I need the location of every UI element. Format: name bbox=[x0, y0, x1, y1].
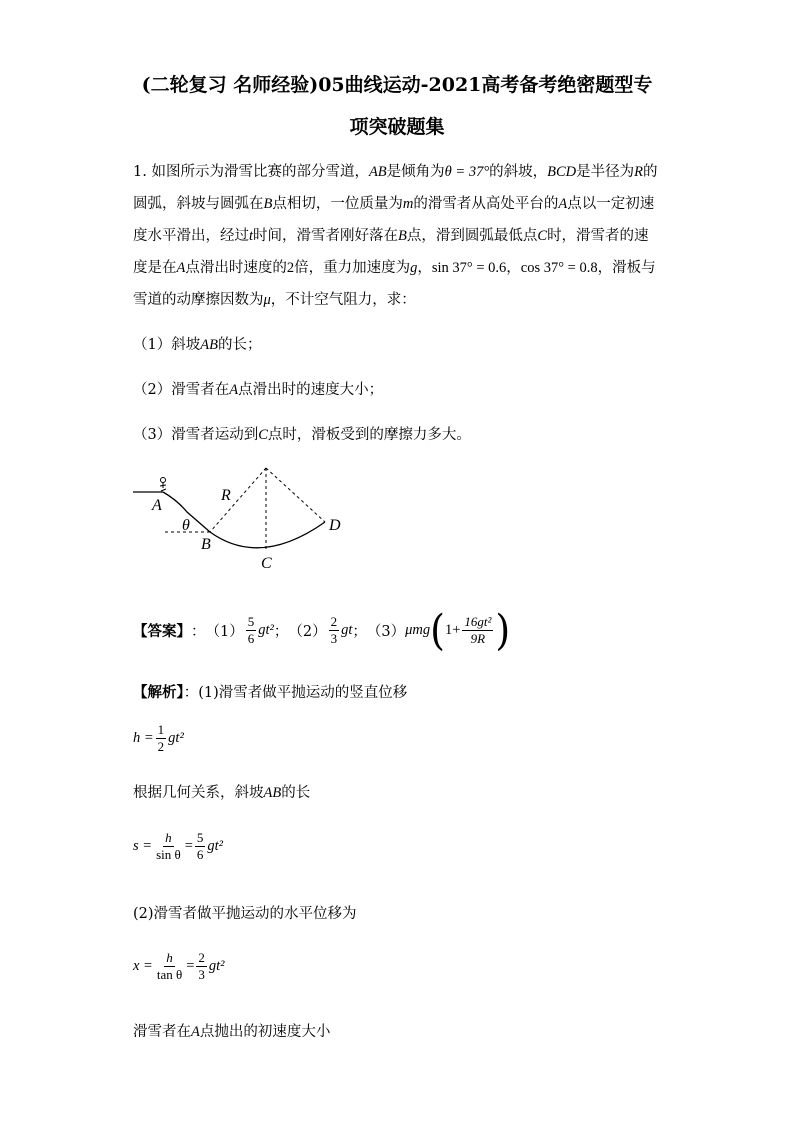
equation-x: x = $\frac{h}{\text{tan θ}}$ = $\frac{2}{3}$ gt² bbox=[133, 950, 225, 982]
label-theta: θ bbox=[182, 517, 190, 534]
radius-to-B bbox=[210, 468, 266, 532]
skier-body bbox=[160, 482, 166, 491]
answer-row: 【答案】 ： （1） $\frac{5}{6}$ gt² ； （2） $\frac{2}{3}$ gt ； （3） μmg ( 1+ $\frac{\text{16gt²}}{9R}$ ) bbox=[133, 605, 511, 655]
analysis-intro: 【解析】：(1)滑雪者做平抛运动的竖直位移 bbox=[133, 684, 408, 701]
skier-head bbox=[161, 478, 166, 483]
answer-1-fraction: $\frac{5}{6}$ bbox=[247, 613, 255, 646]
arc-bcd bbox=[210, 522, 325, 548]
answer-2-fraction: $\frac{2}{3}$ bbox=[330, 613, 338, 646]
equation-h: h = $\frac{1}{2}$ gt² bbox=[133, 722, 184, 754]
question-3: （3）滑雪者运动到C点时，滑板受到的摩擦力多大。 bbox=[133, 427, 471, 443]
page-title-line-2: 项突破题集 bbox=[349, 116, 445, 138]
analysis-step-3: (2)滑雪者做平抛运动的水平位移为 bbox=[133, 906, 357, 922]
label-C: C bbox=[261, 555, 272, 572]
page-title-line-1: (二轮复习 名师经验)05曲线运动-2021高考备考绝密题型专 bbox=[141, 74, 653, 96]
analysis-step-2: 根据几何关系，斜坡AB的长 bbox=[133, 785, 311, 801]
problem-number: 1. bbox=[133, 164, 147, 180]
problem-statement: 1. 如图所示为滑雪比赛的部分雪道，AB是倾角为θ = 37°的斜坡，BCD是半径为R的圆弧，斜坡与圆弧在B点相切，一位质量为m的滑雪者从高处平台的A点以一定初速度水平滑出，经过t时间，滑雪者刚好落在B点，滑到圆弧最低点C时，滑雪者的速度是在A点滑出时速度的2倍，重力加速度为g，sin 37° = 0.6，cos 37° = 0.8，滑板与雪道的动摩擦因数为μ，不计空气阻力，求： bbox=[133, 164, 658, 308]
equation-s: s = $\frac{h}{\text{sin θ}}$ = $\frac{5}{6}$ gt² bbox=[133, 830, 224, 862]
label-A: A bbox=[152, 497, 162, 514]
label-R: R bbox=[221, 487, 231, 504]
question-2: （2）滑雪者在A点滑出时的速度大小； bbox=[133, 382, 384, 398]
label-B: B bbox=[201, 536, 211, 553]
analysis-step-4: 滑雪者在A点抛出的初速度大小 bbox=[133, 1024, 331, 1040]
ski-track-diagram bbox=[125, 460, 360, 580]
answer-3-fraction: $\frac{\text{16gt²}}{9R}$ bbox=[464, 613, 492, 646]
label-D: D bbox=[329, 517, 341, 534]
analysis-label: 【解析】 bbox=[133, 684, 184, 701]
radius-to-D bbox=[266, 468, 325, 522]
question-1: （1）斜坡AB的长； bbox=[133, 337, 262, 353]
answer-label: 【答案】 bbox=[133, 622, 191, 640]
